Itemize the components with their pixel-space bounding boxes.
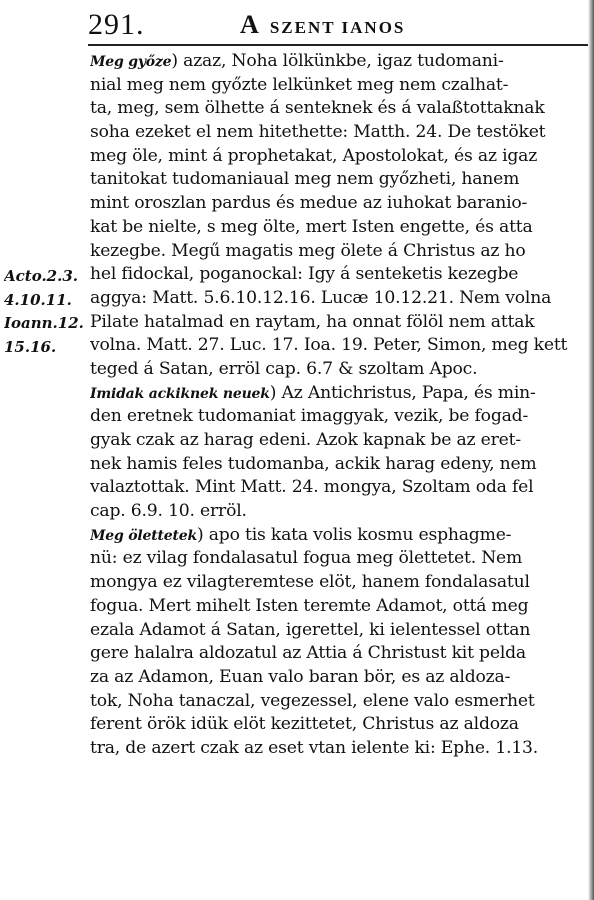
running-head-title: SZENT IANOS [269, 18, 406, 37]
line-text: den eretnek tudomaniat imaggyak, vezik, be fogad- [90, 406, 529, 427]
running-head-initial: A [240, 10, 261, 39]
line-text: tra, de azert czak az eset vtan ielente ki: Ephe. 1.13. [90, 737, 539, 758]
keyword: Meg ölettetek [90, 527, 197, 544]
line-text: hel fidockal, poganockal: Igy á senteketis kezegbe [90, 264, 519, 285]
text-line [90, 145, 590, 169]
text-line [90, 50, 590, 74]
line-text: kat be nielte, s meg ölte, mert Isten engette, és atta [90, 216, 533, 237]
keyword: Meg győze [90, 54, 172, 70]
text-line [90, 429, 590, 453]
text-line [90, 547, 590, 571]
text-line [90, 358, 590, 382]
margin-note: Acto.2.3. [4, 267, 78, 285]
page-edge-shadow [588, 0, 594, 900]
line-text: aggya: Matt. 5.6.10.12.16. Lucæ 10.12.21. Nem volna [90, 287, 552, 308]
line-text: ta, meg, sem ölhette á senteknek és á valaßtottaknak [90, 98, 545, 119]
line-text: ferent örök idük elöt kezittetet, Christus az aldoza [90, 714, 519, 735]
text-line [90, 168, 590, 192]
page-number: 291. [88, 8, 145, 41]
line-text: nü: ez vilag fondalasatul fogua meg ölettetet. Nem [90, 548, 523, 569]
line-text: cap. 6.9. 10. erröl. [90, 501, 247, 522]
running-head [240, 10, 405, 40]
text-line [90, 287, 590, 311]
text-line [90, 97, 590, 121]
line-text: volna. Matt. 27. Luc. 17. Ioa. 19. Peter, Simon, meg kett [90, 335, 568, 356]
text-line [90, 240, 590, 264]
text-line [90, 713, 590, 737]
text-line [90, 311, 590, 335]
line-text: ) apo tis kata volis kosmu esphagme- [196, 524, 512, 545]
text-line [90, 500, 590, 524]
header-rule [88, 44, 590, 46]
line-text: ezala Adamot á Satan, igerettel, ki ielentessel ottan [90, 619, 531, 640]
keyword: Imidak ackiknek neuek [90, 385, 270, 402]
line-text: nial meg nem győzte lelkünket meg nem czalhat- [90, 74, 509, 95]
text-line [90, 666, 590, 690]
text-line [90, 216, 590, 240]
margin-note: Ioann.12. [4, 314, 84, 333]
line-text: ) Az Antichristus, Papa, és min- [269, 382, 536, 403]
line-text: tanitokat tudomaniaual meg nem győzheti, hanem [90, 169, 520, 190]
line-text: valaztottak. Mint Matt. 24. mongya, Szoltam oda fel [90, 477, 534, 498]
line-text: nek hamis feles tudomanba, ackik harag edeny, nem [90, 453, 537, 474]
text-line [90, 334, 590, 358]
text-line [90, 524, 590, 548]
line-text: meg öle, mint á prophetakat, Apostolokat, és az igaz [90, 145, 538, 166]
text-line [90, 453, 590, 477]
line-text: fogua. Mert mihelt Isten teremte Adamot, ottá meg [90, 595, 529, 616]
text-line [90, 595, 590, 619]
margin-notes [4, 265, 88, 360]
text-line [90, 690, 590, 714]
text-line [90, 619, 590, 643]
line-text: tok, Noha tanaczal, vegezessel, elene valo esmerhet [90, 690, 535, 711]
text-line [90, 74, 590, 98]
body-text [90, 50, 590, 761]
line-text: soha ezeket el nem hitethette: Matth. 24. De testöket [90, 122, 546, 143]
line-text: mint oroszlan pardus és medue az iuhokat baranio- [90, 193, 528, 214]
line-text: teged á Satan, erröl cap. 6.7 & szoltam Apoc. [90, 358, 478, 379]
line-text: Pilate hatalmad en raytam, ha onnat fölöl nem attak [90, 311, 535, 332]
margin-note: 15.16. [4, 338, 57, 357]
line-text: za az Adamon, Euan valo baran bör, es az aldoza- [90, 666, 511, 687]
line-text: mongya ez vilagteremtese elöt, hanem fondalasatul [90, 572, 530, 593]
line-text: gyak czak az harag edeni. Azok kapnak be az eret- [90, 430, 521, 450]
text-line [90, 405, 590, 429]
line-text: gere halalra aldozatul az Attia á Christust kit pelda [90, 643, 526, 664]
text-line [90, 476, 590, 500]
line-text: kezegbe. Megű magatis meg ölete á Christus az ho [90, 240, 526, 261]
line-text: ) azaz, Noha lölkünkbe, igaz tudomani- [171, 51, 504, 71]
text-line [90, 642, 590, 666]
text-line [90, 263, 590, 287]
text-line [90, 121, 590, 145]
text-line [90, 192, 590, 216]
margin-note: 4.10.11. [4, 290, 72, 309]
text-line [90, 571, 590, 595]
text-line [90, 737, 590, 761]
text-line [90, 382, 590, 406]
